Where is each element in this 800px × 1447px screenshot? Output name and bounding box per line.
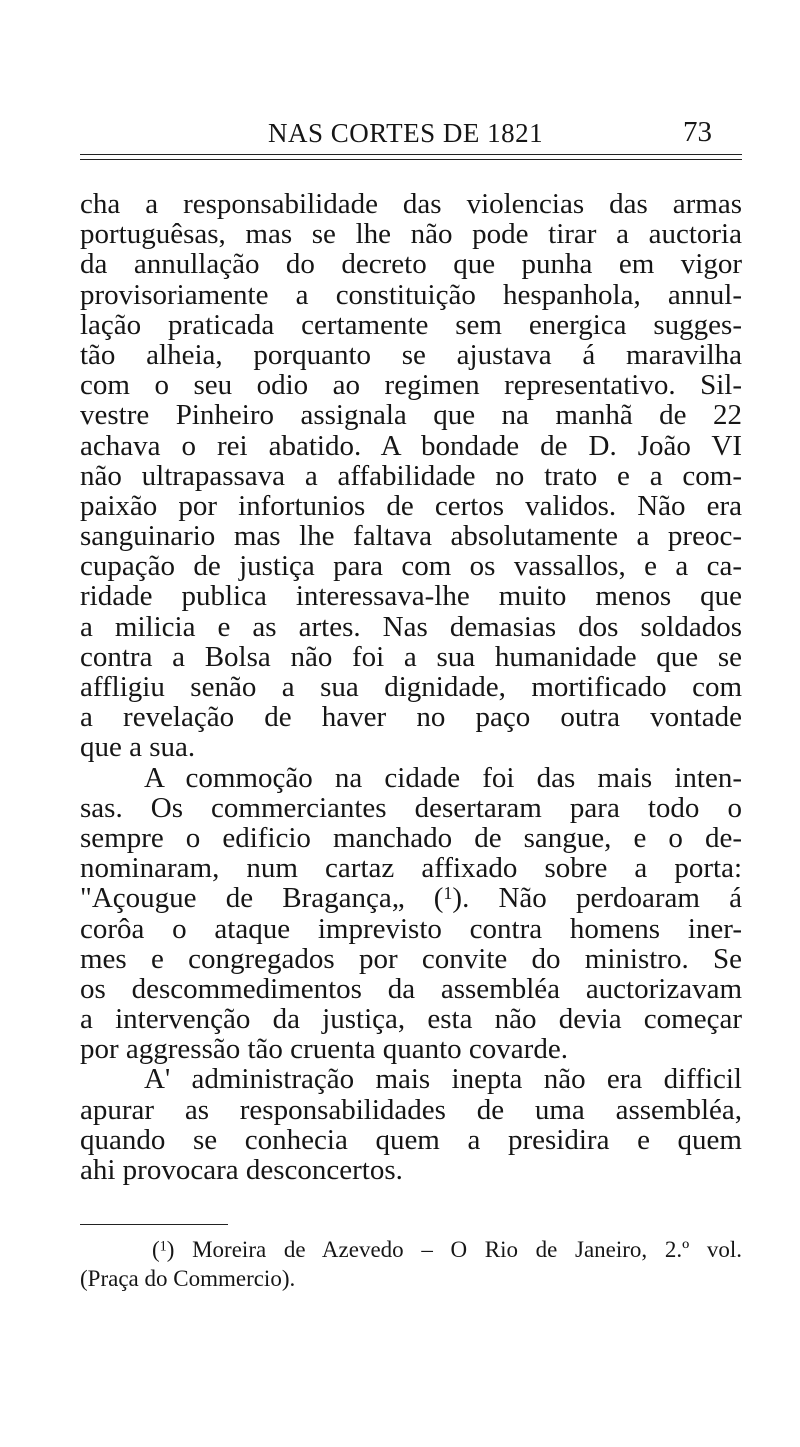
paragraph-start-line: A commoção na cidade foi das mais inten-	[144, 761, 742, 794]
footnote-separator	[80, 1224, 228, 1225]
text-line-with-footnote	[80, 883, 742, 913]
text-line: com o seu odio ao regimen representativo. Sil-	[80, 369, 742, 402]
footnote-line: (Praça do Commercio).	[80, 1266, 296, 1291]
text-line: não ultrapassava a affabilidade no trato e a com-	[80, 459, 742, 492]
body-text	[80, 189, 742, 1185]
line-segment: ). Não perdoaram á	[452, 882, 742, 915]
text-line: os descommedimentos da assembléa auctorizavam	[80, 972, 742, 1005]
page-number: 73	[683, 116, 712, 148]
text-line: corôa o ataque imprevisto contra homens iner-	[80, 912, 742, 945]
text-line: sanguinario mas lhe faltava absolutamente a preoc-	[80, 520, 742, 553]
text-line: paixão por infortunios de certos validos. Não era	[80, 489, 742, 522]
text-line: apurar as responsabilidades de uma assembléa,	[80, 1093, 742, 1126]
text-line: ahi provocara desconcertos.	[80, 1154, 403, 1186]
text-line: lação praticada certamente sem energica sugges-	[80, 308, 742, 341]
line-segment: "Açougue de Bragança„ (	[80, 882, 444, 915]
text-line: mes e congregados por convite do ministro. Se	[80, 942, 742, 975]
footnote-line: ($^1$) Moreira de Azevedo – O Rio de Janeiro, 2.º vol.	[152, 1237, 742, 1262]
text-line: affligiu senão a sua dignidade, mortificado com	[80, 671, 742, 703]
text-line: por aggressão tão cruenta quanto covarde.	[80, 1033, 568, 1066]
text-line: a revelação de haver no paço outra vontade	[80, 701, 742, 734]
text-line: cha a responsabilidade das violencias das armas	[80, 188, 742, 220]
text-line: nominaram, num cartaz affixado sobre a porta:	[80, 852, 742, 885]
header-double-rule	[80, 154, 742, 160]
footnote	[80, 1235, 742, 1293]
text-line: a intervenção da justiça, esta não devia começar	[80, 1003, 742, 1036]
text-line: ridade publica interessava-lhe muito menos que	[80, 580, 742, 613]
text-line: da annullação do decreto que punha em vigor	[80, 248, 742, 281]
footnote-marker: 1	[159, 1238, 167, 1255]
text-line: achava o rei abatido. A bondade de D. João VI	[80, 429, 742, 462]
paragraph-start-line: A' administração mais inepta não era difficil	[144, 1063, 742, 1096]
footnote-reference[interactable]: 1	[443, 883, 453, 904]
running-head-title: NAS CORTES DE 1821	[268, 118, 544, 148]
text-line: sas. Os commerciantes desertaram para todo o	[80, 791, 742, 824]
text-line: que a sua.	[80, 731, 196, 764]
text-line: vestre Pinheiro assignala que na manhã de 22	[80, 399, 742, 432]
running-head	[80, 112, 742, 152]
text-line: provisoriamente a constituição hespanhola, annul-	[80, 278, 742, 311]
text-line: portuguêsas, mas se lhe não pode tirar a auctoria	[80, 218, 742, 251]
text-line: tão alheia, porquanto se ajustava á maravilha	[80, 338, 742, 371]
text-line: sempre o edificio manchado de sangue, e o de-	[80, 821, 742, 854]
text-line: contra a Bolsa não foi a sua humanidade que se	[80, 640, 742, 673]
text-line: quando se conhecia quem a presidira e quem	[80, 1123, 742, 1156]
text-line: a milicia e as artes. Nas demasias dos soldados	[80, 610, 742, 643]
text-line: cupação de justiça para com os vassallos, e a ca-	[80, 550, 742, 583]
footnote-text: ) Moreira de Azevedo – O Rio de Janeiro, 2.º vol.	[166, 1237, 742, 1262]
